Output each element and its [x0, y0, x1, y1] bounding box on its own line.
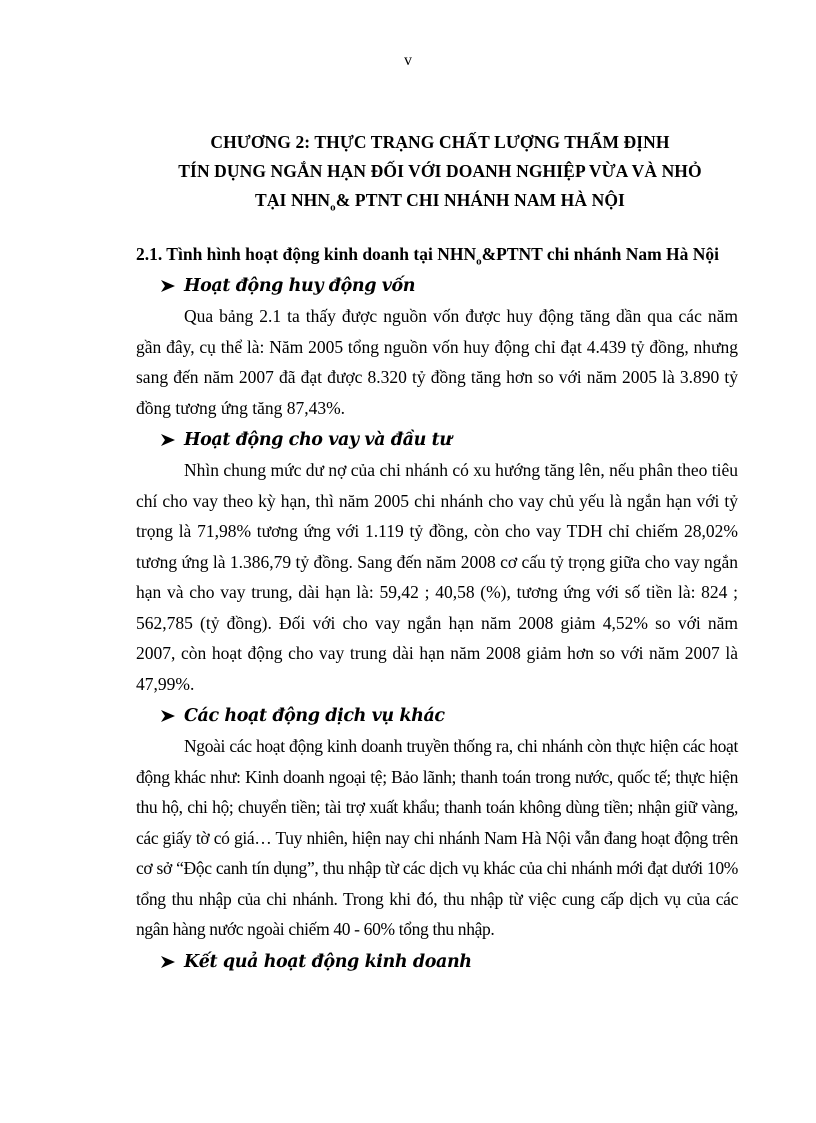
- section-heading-part-2: &PTNT chi nhánh Nam Hà Nội: [481, 244, 720, 264]
- paragraph-lending-investment: Nhìn chung mức dư nợ của chi nhánh có xu hướng tăng lên, nếu phân theo tiêu chí cho vay theo kỳ hạn, thì năm 2005 chi nhánh cho vay chủ yếu là ngắn hạn với tỷ trọng là 71,98% tương ứng với 1.119 tỷ đồng, còn cho vay TDH chỉ chiếm 28,02% tương ứng là 1.386,79 tỷ đồng. Sang đến năm 2008 cơ cấu tỷ trọng giữa cho vay ngắn hạn và cho vay trung, dài hạn là: 59,42 ; 40,58 (%), tương ứng với số tiền là: 824 ; 562,785 (tỷ đồng). Đối với cho vay ngắn hạn năm 2008 giảm 4,52% so với năm 2007, còn hoạt động cho vay trung dài hạn năm 2008 giảm hơn so với năm 2007 là 47,99%.: [136, 460, 738, 694]
- subsection-heading-text: Các hoạt động dịch vụ khác: [184, 706, 445, 726]
- section-heading: [136, 240, 738, 269]
- arrow-bullet-icon: [160, 433, 180, 447]
- chapter-title-line-2: TÍN DỤNG NGẮN HẠN ĐỐI VỚI DOANH NGHIỆP VỪA VÀ NHỎ: [178, 161, 702, 181]
- chapter-title-subscript: o: [330, 201, 336, 214]
- chapter-title-line-3-part-1: TẠI NHN: [255, 190, 331, 210]
- chapter-title-line-1: CHƯƠNG 2: THỰC TRẠNG CHẤT LƯỢNG THẨM ĐỊNH: [210, 132, 670, 152]
- subsection-heading-capital-mobilization: [160, 271, 738, 301]
- section-heading-subscript: o: [476, 255, 482, 268]
- chapter-title: [120, 128, 760, 215]
- document-body: [136, 240, 738, 977]
- subsection-heading-text: Kết quả hoạt động kinh doanh: [184, 951, 472, 972]
- page-number: v: [404, 52, 412, 69]
- subsection-heading-text: Hoạt động huy động vốn: [184, 276, 416, 296]
- subsection-heading-text: Hoạt động cho vay và đầu tư: [184, 430, 452, 450]
- paragraph-capital-mobilization: Qua bảng 2.1 ta thấy được nguồn vốn được huy động tăng dần qua các năm gần đây, cụ thể là: Năm 2005 tổng nguồn vốn huy động chỉ đạt 4.439 tỷ đồng, nhưng sang đến năm 2007 đã đạt được 8.320 tỷ đồng tăng hơn so với năm 2005 là 3.890 tỷ đồng tương ứng tăng 87,43%.: [136, 306, 738, 418]
- subsection-heading-business-results: [160, 947, 738, 977]
- section-heading-part-1: 2.1. Tình hình hoạt động kinh doanh tại NHN: [136, 244, 477, 264]
- subsection-heading-other-services: [160, 701, 738, 731]
- arrow-bullet-icon: [160, 279, 180, 293]
- subsection-heading-lending-investment: [160, 425, 738, 455]
- chapter-title-line-3: [120, 186, 760, 215]
- arrow-bullet-icon: [160, 709, 180, 723]
- paragraph-other-services: Ngoài các hoạt động kinh doanh truyền thống ra, chi nhánh còn thực hiện các hoạt động khác như: Kinh doanh ngoại tệ; Bảo lãnh; thanh toán trong nước, quốc tế; thực hiện thu hộ, chi hộ; chuyển tiền; tài trợ xuất khẩu; thanh toán không dùng tiền; nhận giữ vàng, các giấy tờ có giá… Tuy nhiên, hiện nay chi nhánh Nam Hà Nội vẫn đang hoạt động trên cơ sở “Độc canh tín dụng”, thu nhập từ các dịch vụ khác của chi nhánh mới đạt dưới 10% tổng thu nhập của chi nhánh. Trong khi đó, thu nhập từ việc cung cấp dịch vụ của các ngân hàng nước ngoài chiếm 40 - 60% tổng thu nhập.: [136, 736, 738, 939]
- chapter-title-line-3-part-2: & PTNT CHI NHÁNH NAM HÀ NỘI: [335, 190, 625, 210]
- arrow-bullet-icon: [160, 955, 180, 969]
